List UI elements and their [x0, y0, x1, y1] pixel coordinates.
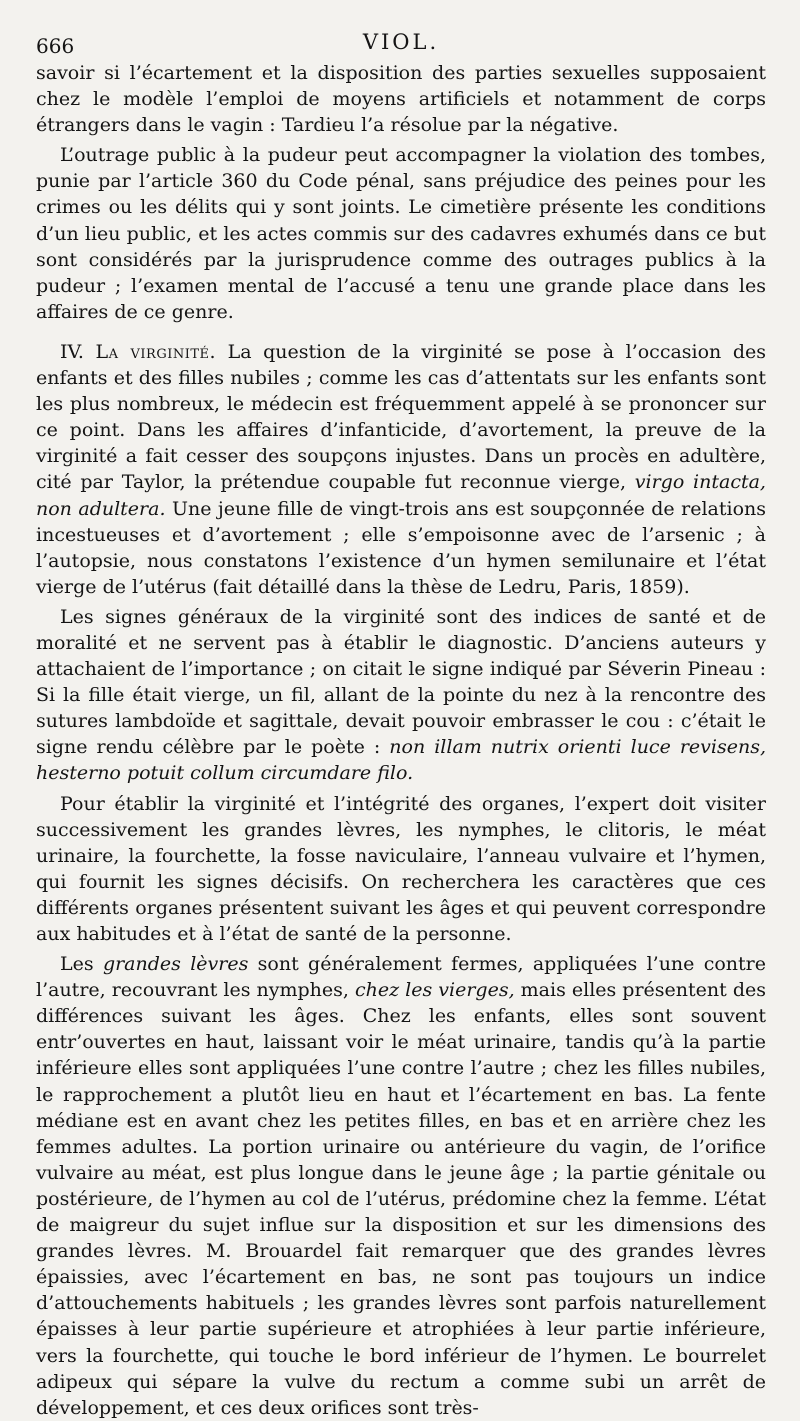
paragraph-examen-organes: Pour établir la virginité et l’intégrité des organes, l’expert doit visiter successivement les grandes lèvres, les nymphes, le clitoris, le méat urinaire, la fourchette, la fosse naviculaire, l’anneau vulvaire et l’hymen, qui fournit les signes décisifs. On recherchera les caractères que ces différents organes présentent suivant les âges et qui peuvent correspondre aux habitudes et à l’état de santé de la personne. [36, 792, 766, 945]
page-header [36, 0, 766, 60]
italic-term: grandes lèvres [102, 953, 249, 976]
paragraph-signes-generaux: Les signes généraux de la virginité sont des indices de santé et de moralité et ne servent pas à établir le diagnostic. D’anciens auteurs y attachaient de l’importance ; on citait le signe indiqué par Séverin Pineau : Si la fille était vierge, un fil, allant de la pointe du nez à la rencontre des sutures lambdoïde et sagittale, devait pouvoir embrasser le cou : c’était le signe rendu célèbre par le poète : non illam nutrix orienti luce revisens, hesterno potuit collum circumdare filo. [36, 605, 766, 785]
paragraph-outrage-public: L’outrage public à la pudeur peut accompagner la violation des tombes, punie par l’article 360 du Code pénal, sans préjudice des peines pour les crimes ou les délits qui y sont joints. Le cimetière présente les conditions d’un lieu public, et les actes commis sur des cadavres exhumés dans ce but sont considérés par la jurisprudence comme des outrages publics à la pudeur ; l’examen mental de l’accusé a tenu une grande place dans les affaires de ce genre. [36, 144, 766, 323]
running-title: VIOL. [362, 30, 440, 54]
italic-phrase: chez les vierges, [355, 979, 515, 1002]
body-text [36, 60, 766, 1421]
paragraph-continuation: savoir si l’écartement et la disposition des parties sexuelles supposaient chez le modèle l’emploi de moyens artificiels et notamment de corps étrangers dans le vagin : Tardieu l’a résolue par la négative. [36, 62, 766, 137]
page-number: 666 [36, 34, 75, 58]
italic-quote: virgo intacta, non adultera. [36, 471, 766, 520]
paragraph-grandes-levres: Les grandes lèvres sont généralement fermes, appliquées l’une contre l’autre, recouvrant les nymphes, chez les vierges, mais elles présentent des différences suivant les âges. Chez les enfants, elles sont souvent entr’ouvertes en haut, laissant voir le méat urinaire, tandis qu’à la partie inférieure elles sont appliquées l’une contre l’autre ; chez les filles nubiles, le rapprochement a plutôt lieu en haut et l’écartement en bas. La fente médiane est en avant chez les petites filles, en bas et en arrière chez les femmes adultes. La portion urinaire ou antérieure du vagin, de l’orifice vulvaire au méat, est plus longue dans le jeune âge ; la partie génitale ou postérieure, de l’hymen au col de l’utérus, prédomine chez la femme. L’état de maigreur du sujet influe sur la disposition et sur les dimensions des grandes lèvres. M. Brouardel fait remarquer que des grandes lèvres épaissies, avec l’écartement en bas, ne sont pas toujours un indice d’attouchements habituels ; les grandes lèvres sont parfois naturellement épaisses à leur partie supérieure et atrophiées à leur partie inférieure, vers la fourchette, qui touche le bord inférieur de l’hymen. Le bourrelet adipeux qui sépare la vulve du rectum a comme subi un arrêt de développement, et ces deux orifices sont très- [36, 953, 767, 1419]
section-iv-virginite: IV. La virginité. La question de la virginité se pose à l’occasion des enfants et des filles nubiles ; comme les cas d’attentats sur les enfants sont les plus nombreux, le médecin est fréquemment appelé à se prononcer sur ce point. Dans les affaires d’infanticide, d’avortement, la preuve de la virginité a fait cesser des soupçons injustes. Dans un procès en adultère, cité par Taylor, la prétendue coupable fut reconnue vierge, virgo intacta, non adultera. Une jeune fille de vingt-trois ans est soupçonnée de relations incestueuses et d’avortement ; elle s’empoisonne avec de l’arsenic ; à l’autopsie, nous constatons l’existence d’un hymen semilunaire et l’état vierge de l’utérus (fait détaillé dans la thèse de Ledru, Paris, 1859). [36, 340, 766, 598]
section-number: IV. [60, 340, 84, 363]
section-title: La virginité. [95, 340, 217, 363]
italic-quote: non illam nutrix orienti luce revisens, hesterno potuit collum circumdare filo. [36, 736, 766, 785]
